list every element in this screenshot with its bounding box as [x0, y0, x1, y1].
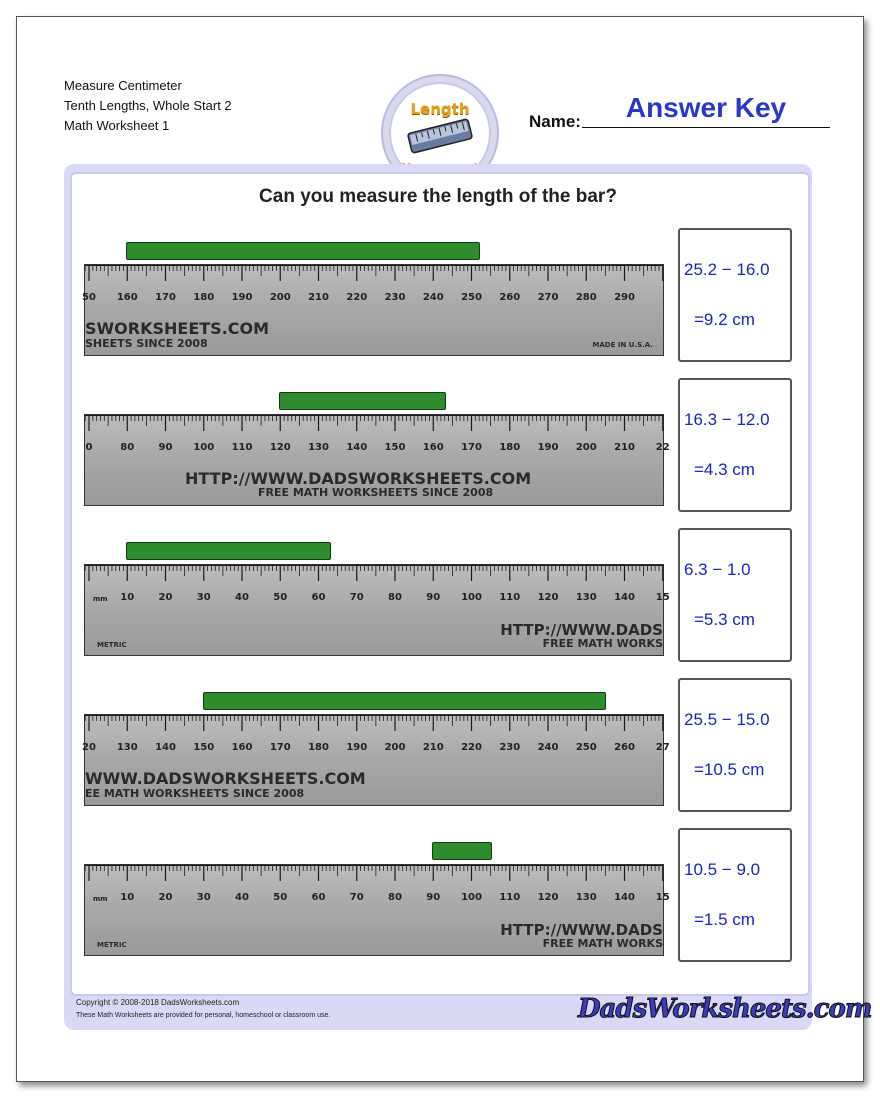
ruler-tick-label: 200 [575, 442, 597, 453]
ruler-tag-text: METRIC [97, 641, 127, 649]
ruler-brand-text: HTTP://WWW.DADSWORKSHEETS.COM [185, 469, 532, 488]
answer-subtraction: 16.3 − 12.0 [684, 410, 770, 429]
ruler-tick-label: 250 [575, 742, 597, 753]
ruler-tick-label: 50 [273, 892, 288, 903]
ruler-tick-label: 240 [422, 292, 444, 303]
ruler-ticks [85, 415, 663, 441]
ruler-ticks [85, 565, 663, 591]
measure-bar [279, 392, 446, 410]
ruler-tick-label: 260 [614, 742, 635, 753]
ruler-tick-label: 140 [155, 742, 176, 753]
ruler-tick-label: 180 [499, 442, 521, 453]
ruler-tick-label: 30 [196, 892, 211, 903]
ruler-tick-label: 270 [537, 292, 559, 303]
ruler-tick-label: 230 [499, 742, 521, 753]
copyright-text: Copyright © 2008-2018 DadsWorksheets.com [76, 998, 240, 1007]
ruler-tick-label: 60 [311, 892, 326, 903]
ruler-slogan-text: FREE MATH WORKS [542, 937, 663, 950]
ruler-tick-label: 180 [308, 742, 329, 753]
measure-bar [126, 542, 331, 560]
ruler-tick-label: 40 [235, 592, 249, 603]
ruler-tick-label: 160 [116, 292, 138, 303]
answer-box[interactable] [678, 828, 792, 962]
ruler [84, 564, 670, 656]
answer-result: =5.3 cm [694, 610, 755, 629]
ruler-tick-label: 27 [655, 742, 670, 753]
ruler-tick-label: 160 [422, 442, 444, 453]
ruler-tick-label: 10 [120, 592, 135, 603]
answer-box[interactable] [678, 528, 792, 662]
ruler-tick-label: 80 [388, 892, 402, 903]
ruler-tag-text: MADE IN U.S.A. [592, 341, 653, 349]
ruler-tick-label: 200 [384, 742, 406, 753]
answer-result: =1.5 cm [694, 910, 755, 929]
ruler [84, 414, 670, 506]
ruler-tick-label: 220 [346, 292, 368, 303]
ruler-tick-label: 210 [614, 442, 635, 453]
ruler-tick-label: 190 [537, 442, 559, 453]
ruler-tick-label: 80 [120, 442, 135, 453]
ruler [82, 714, 670, 806]
ruler-brand-text: WWW.DADSWORKSHEETS.COM [85, 769, 366, 788]
name-label: Name: [529, 112, 581, 131]
answer-result: =10.5 cm [694, 760, 765, 779]
ruler-tick-label: 70 [349, 892, 364, 903]
ruler-tick-label: 220 [461, 742, 482, 753]
ruler-tick-label: 110 [499, 892, 521, 903]
ruler-unit-label: mm [93, 895, 108, 903]
answer-key-text: Answer Key [625, 92, 787, 123]
worksheet-title: Measure Centimeter [64, 78, 182, 93]
ruler-tick-label: 210 [422, 742, 444, 753]
worksheet-number: Math Worksheet 1 [64, 118, 170, 133]
ruler-slogan-text: FREE MATH WORKSHEETS SINCE 2008 [258, 486, 494, 499]
ruler-tick-label: 210 [308, 292, 329, 303]
ruler-tick-label: 260 [499, 292, 521, 303]
measure-bar [126, 242, 480, 260]
badge-title: Length [410, 100, 470, 118]
ruler-tick-label: 140 [614, 592, 635, 603]
ruler-tick-label: 180 [193, 292, 215, 303]
ruler-tick-label: 90 [426, 592, 441, 603]
answer-subtraction: 6.3 − 1.0 [684, 560, 751, 579]
ruler-tick-label: 0 [85, 442, 93, 453]
ruler-tick-label: 70 [349, 592, 364, 603]
ruler-tick-label: 170 [461, 442, 482, 453]
ruler-tick-label: 200 [269, 292, 291, 303]
ruler-tick-label: 120 [537, 892, 559, 903]
ruler-tick-label: 15 [655, 592, 670, 603]
ruler-tick-label: 110 [231, 442, 253, 453]
ruler-tick-label: 130 [308, 442, 329, 453]
ruler-tick-label: 240 [537, 742, 559, 753]
ruler [84, 864, 670, 956]
ruler-tick-label: 170 [155, 292, 176, 303]
ruler-tick-label: 50 [82, 292, 96, 303]
answer-box[interactable] [678, 228, 792, 362]
answer-subtraction: 25.5 − 15.0 [684, 710, 770, 729]
ruler-tick-label: 130 [575, 892, 597, 903]
answer-box[interactable] [678, 678, 792, 812]
answer-box[interactable] [678, 378, 792, 512]
ruler-tick-label: 20 [82, 742, 96, 753]
ruler-tick-label: 120 [537, 592, 559, 603]
ruler-brand-text: SWORKSHEETS.COM [85, 319, 270, 338]
ruler-tick-label: 230 [384, 292, 406, 303]
ruler-tick-label: 20 [158, 892, 173, 903]
ruler-tick-label: 50 [273, 592, 288, 603]
ruler-slogan-text: SHEETS SINCE 2008 [85, 337, 208, 350]
ruler-unit-label: mm [93, 595, 108, 603]
name-line[interactable] [582, 127, 830, 128]
question-heading: Can you measure the length of the bar? [259, 186, 617, 207]
measure-bar [203, 692, 607, 710]
ruler-tick-label: 100 [193, 442, 215, 453]
ruler-tick-label: 160 [231, 742, 253, 753]
ruler-tick-label: 22 [655, 442, 670, 453]
ruler-slogan-text: EE MATH WORKSHEETS SINCE 2008 [85, 787, 305, 800]
ruler-ticks [85, 265, 663, 291]
ruler-tick-label: 30 [196, 592, 211, 603]
ruler-tick-label: 140 [346, 442, 368, 453]
ruler-tick-label: 100 [461, 592, 482, 603]
ruler-tick-label: 90 [158, 442, 173, 453]
ruler-ticks [85, 865, 663, 891]
ruler-tick-label: 40 [235, 892, 249, 903]
ruler-tick-label: 150 [193, 742, 215, 753]
ruler-tick-label: 130 [116, 742, 138, 753]
ruler-brand-text: HTTP://WWW.DADS [500, 621, 663, 639]
ruler-tick-label: 90 [426, 892, 441, 903]
dadsworksheets-logo: DadsWorksheets.com [578, 994, 872, 1024]
ruler-tick-label: 190 [346, 742, 368, 753]
worksheet-subtitle: Tenth Lengths, Whole Start 2 [64, 98, 232, 113]
ruler-tick-label: 130 [575, 592, 597, 603]
ruler-tick-label: 140 [614, 892, 635, 903]
ruler-ticks [85, 715, 663, 741]
answer-subtraction: 10.5 − 9.0 [684, 860, 761, 879]
measure-bar [432, 842, 491, 860]
ruler-tag-text: METRIC [97, 941, 127, 949]
ruler-brand-text: HTTP://WWW.DADS [500, 921, 663, 939]
ruler-tick-label: 15 [655, 892, 670, 903]
ruler-tick-label: 100 [461, 892, 482, 903]
ruler-tick-label: 120 [269, 442, 291, 453]
answer-subtraction: 25.2 − 16.0 [684, 260, 770, 279]
ruler-tick-label: 10 [120, 892, 135, 903]
ruler-tick-label: 290 [614, 292, 635, 303]
ruler-tick-label: 20 [158, 592, 173, 603]
answer-result: =9.2 cm [694, 310, 755, 329]
answer-result: =4.3 cm [694, 460, 755, 479]
ruler-tick-label: 60 [311, 592, 326, 603]
ruler-tick-label: 110 [499, 592, 521, 603]
ruler-tick-label: 250 [461, 292, 482, 303]
usage-note: These Math Worksheets are provided for personal, homeschool or classroom use. [76, 1012, 331, 1019]
ruler [84, 264, 664, 356]
ruler-tick-label: 190 [231, 292, 253, 303]
ruler-tick-label: 280 [575, 292, 597, 303]
ruler-tick-label: 80 [388, 592, 402, 603]
ruler-tick-label: 170 [269, 742, 291, 753]
ruler-slogan-text: FREE MATH WORKS [542, 637, 663, 650]
ruler-tick-label: 150 [384, 442, 406, 453]
